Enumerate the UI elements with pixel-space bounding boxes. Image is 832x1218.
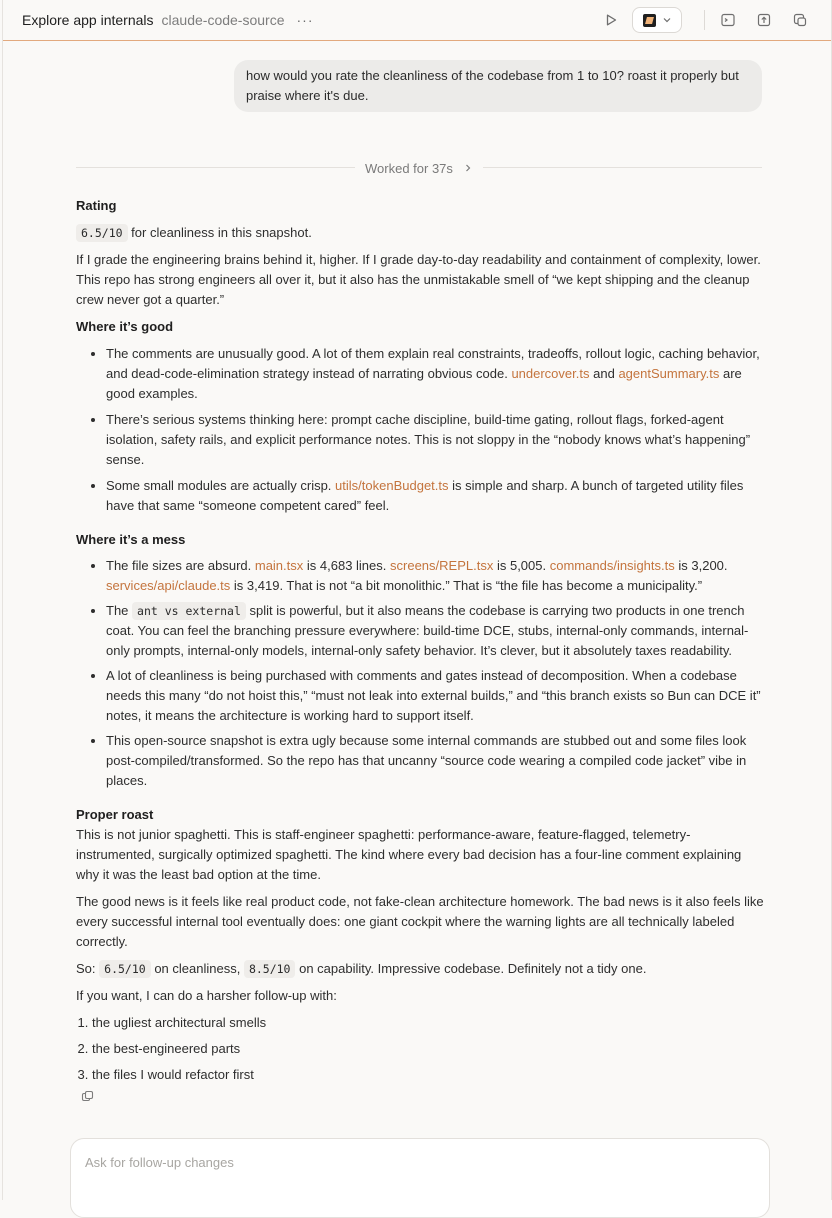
copy-thread-button[interactable] (787, 7, 813, 33)
header-bar (3, 0, 831, 41)
export-button[interactable] (751, 7, 777, 33)
rating-code: 6.5/10 (76, 224, 128, 242)
so-tail: on capability. Impressive codebase. Definitely not a tidy one. (299, 961, 647, 976)
duplicate-icon (792, 12, 808, 28)
good-3-tail: is simple and sharp. A bunch of targeted utility files have that same “someone competent cared” feel. (106, 478, 744, 513)
run-button[interactable] (598, 7, 624, 33)
list-item (106, 476, 766, 516)
project-name[interactable]: claude-code-source (161, 12, 285, 28)
file-link[interactable]: commands/insights.ts (549, 558, 675, 573)
file-link[interactable]: undercover.ts (511, 366, 590, 381)
mess-1-t2: is 5,005. (496, 558, 547, 573)
header-actions (598, 0, 813, 40)
copy-icon (81, 1090, 94, 1103)
list-item (106, 601, 766, 661)
upload-icon (756, 12, 772, 28)
worked-for-toggle[interactable] (355, 158, 483, 178)
mess-1-text: The file sizes are absurd. (106, 558, 252, 573)
followup-intro: If you want, I can do a harsher follow-up with: (76, 988, 337, 1003)
list-item (106, 344, 766, 404)
terminal-button[interactable] (715, 7, 741, 33)
file-link[interactable]: main.tsx (254, 558, 304, 573)
header-divider (704, 10, 705, 30)
model-selector[interactable] (632, 7, 682, 33)
mess-list (76, 556, 766, 791)
user-message-bubble: how would you rate the cleanliness of the codebase from 1 to 10? roast it properly but praise where it's due. (234, 60, 762, 112)
good-1-text: The comments are unusually good. A lot of them explain real constraints, tradeoffs, rollout logic, caching behavior, and dead-code-elimination strategy instead of narrating obvious code. (106, 346, 760, 381)
worked-for-label: Worked for 37s (365, 160, 453, 176)
mess-heading: Where it’s a mess (76, 532, 186, 547)
terminal-icon (720, 12, 736, 28)
list-item: • There’s serious systems thinking here: prompt cache discipline, build-time gating, rollout flags, forked-agent isolation, safety rails, and explicit performance notes. This is not sloppy in the “nobody knows what’s happening” sense. (106, 410, 766, 470)
rating-line (76, 223, 766, 243)
chevron-right-icon (463, 163, 473, 173)
split-code: ant vs external (132, 602, 246, 620)
so-label: So: (76, 961, 96, 976)
app-window (2, 0, 832, 1200)
so-mid: on cleanliness, (154, 961, 241, 976)
intro-paragraph: If I grade the engineering brains behind it, higher. If I grade day-to-day readability and containment of complexity, lower. This repo has strong engineers all over it, but it also has the unmistakable smell of “we kept shipping and the cleanup crew never got a quarter.” (76, 252, 761, 307)
summary-line (76, 959, 766, 979)
followup-list (76, 1013, 766, 1085)
good-3-text: Some small modules are actually crisp. (106, 478, 332, 493)
copy-response-button[interactable] (81, 1090, 94, 1108)
capability-score-code: 8.5/10 (244, 960, 296, 978)
mess-2-tail: split is powerful, but it also means the codebase is carrying two products in one trench coat. You can feel the branching pressure everywhere: build-time DCE, stubs, internal-only commands, internal-only prompts, internal-only models, internal-only safety behavior. It’s clever, but it absolutely taxes readability. (106, 603, 749, 658)
list-item: 2. the best-engineered parts (92, 1039, 766, 1059)
mess-1-t1: is 4,683 lines. (306, 558, 387, 573)
play-icon (604, 13, 618, 27)
roast-paragraph-2: The good news is it feels like real product code, not fake-clean architecture homework. The bad news is it also feels like every successful internal tool eventually does: one giant cockpit where the warning lights are all technically labeled correctly. (76, 894, 764, 949)
file-link[interactable]: agentSummary.ts (618, 366, 720, 381)
follow-up-input[interactable] (83, 1153, 761, 1187)
rating-text: for cleanliness in this snapshot. (131, 225, 312, 240)
model-logo-icon (643, 14, 656, 27)
good-heading: Where it’s good (76, 319, 174, 334)
list-item: • A lot of cleanliness is being purchased with comments and gates instead of decomposition. When a codebase needs this many “do not hoist this,” “must not leak into external builds,” and “this branch exists so Bun can DCE it” notes, it means the architecture is working hard to support itself. (106, 666, 766, 726)
file-link[interactable]: services/api/claude.ts (106, 578, 231, 593)
list-item: • This open-source snapshot is extra ugly because some internal commands are stubbed out and some files look post-compiled/transformed. So the repo has that uncanny “source code wearing a compiled code jacket” vibe in places. (106, 731, 766, 791)
list-item (106, 556, 766, 596)
mess-2-text: The (106, 603, 129, 618)
chevron-down-icon (662, 15, 672, 25)
rating-heading: Rating (76, 198, 117, 213)
composer (70, 1138, 770, 1218)
more-options-icon[interactable]: ··· (296, 12, 314, 28)
cleanliness-score-code: 6.5/10 (99, 960, 151, 978)
good-1-and: and (593, 366, 615, 381)
mess-1-t4: is 3,419. That is not “a bit monolithic.” That is “the file has become a municipality.” (233, 578, 703, 593)
roast-heading: Proper roast (76, 807, 154, 822)
list-item: 3. the files I would refactor first (92, 1065, 766, 1085)
file-link[interactable]: utils/tokenBudget.ts (335, 478, 449, 493)
assistant-response (76, 196, 766, 1085)
file-link[interactable]: screens/REPL.tsx (390, 558, 494, 573)
roast-paragraph-1: This is not junior spaghetti. This is staff-engineer spaghetti: performance-aware, feature-flagged, telemetry-instrumented, surgically optimized spaghetti. The kind where every bad decision has a four-line comment explaining why it was the least bad option at the time. (76, 827, 742, 882)
thread-title: Explore app internals (22, 12, 154, 28)
mess-1-t3: is 3,200. (678, 558, 728, 573)
list-item: 1. the ugliest architectural smells (92, 1013, 766, 1033)
good-1-tail: are good examples. (106, 366, 742, 401)
good-list (76, 344, 766, 516)
